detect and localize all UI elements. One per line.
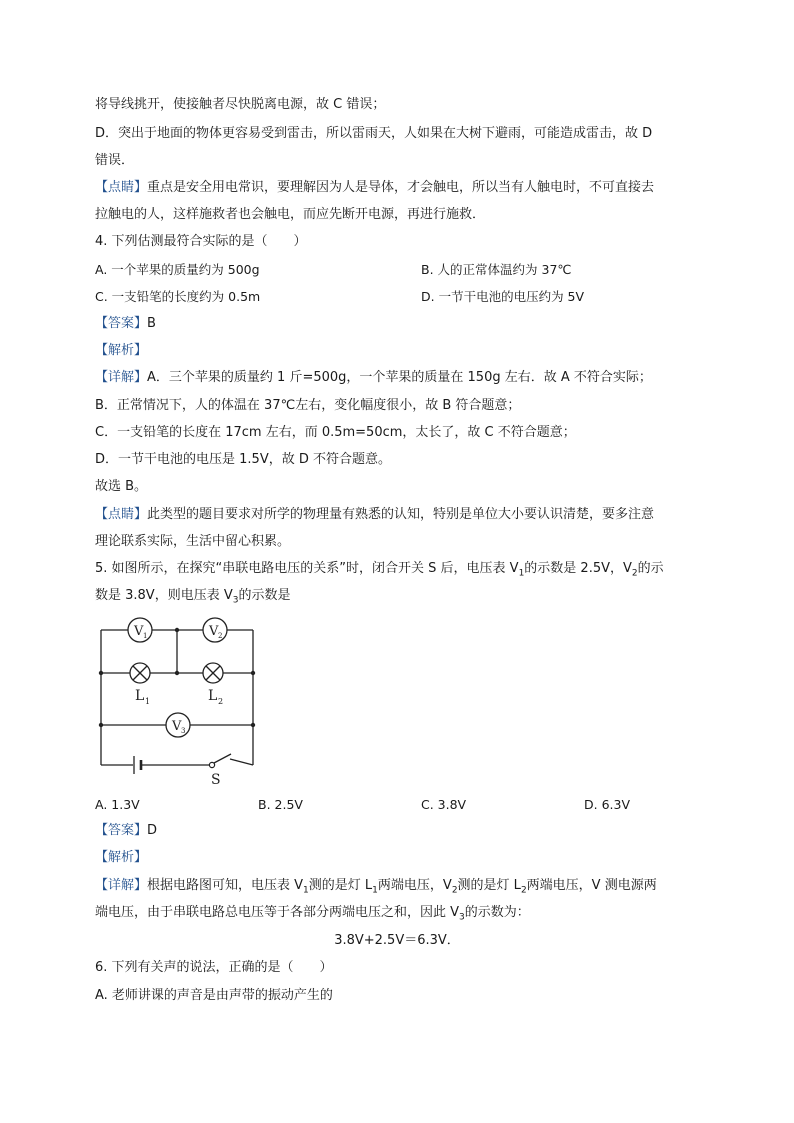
text: 两端电压，V [377, 878, 452, 893]
subscript: 2 [520, 885, 527, 896]
tip-paragraph [95, 179, 654, 197]
v3-label: V [172, 719, 182, 734]
l2-label: L [208, 688, 218, 704]
q4-tip-line2: 理论联系实际，生活中留心积累。 [95, 534, 291, 549]
text-line: 拉触电的人，这样施救者也会触电，而应先断开电源，再进行施救． [95, 207, 486, 222]
tip-tag: 【点睛】 [95, 507, 148, 522]
l1-label: L [135, 688, 145, 704]
question-4-stem: 4. 下列估测最符合实际的是（ ） [95, 234, 307, 249]
question-6-stem: 6. 下列有关声的说法，正确的是（ ） [95, 960, 333, 975]
q5-option-d: D. 6.3V [584, 797, 631, 812]
q5-answer [95, 822, 157, 840]
q4-option-d: D. 一节干电池的电压约为 5V [421, 289, 585, 304]
analysis-tag: 【解析】 [95, 343, 148, 358]
switch-symbol [209, 754, 231, 768]
detail-tag: 【详解】 [95, 370, 148, 385]
text: 测的是灯 L [308, 878, 373, 893]
answer-tag: 【答案】 [95, 823, 148, 838]
detail-text: A．三个苹果的质量约 1 斤=500g，一个苹果的质量在 150g 左右．故 A 不符合实际； [147, 370, 652, 385]
v2-label: V [209, 624, 219, 639]
question-5-stem-line2 [95, 587, 290, 610]
q5-equation: 3.8V+2.5V＝6.3V． [334, 933, 460, 948]
text: 5. 如图所示，在探究“串联电路电压的关系”时，闭合开关 S 后，电压表 V [95, 561, 519, 576]
v3-subscript: 3 [181, 727, 186, 735]
q4-option-b: B. 人的正常体温约为 37℃ [421, 262, 572, 277]
switch-label: S [211, 772, 221, 788]
lamp-l1 [130, 663, 150, 683]
l2-subscript: 2 [218, 697, 224, 706]
junction-dot [175, 628, 179, 632]
subscript: 1 [518, 568, 525, 579]
q5-option-c: C. 3.8V [421, 797, 467, 812]
subscript: 1 [372, 885, 378, 896]
text: 的示 [637, 561, 664, 576]
subscript: 3 [459, 912, 465, 923]
q6-option-a: A. 老师讲课的声音是由声带的振动产生的 [95, 988, 333, 1003]
junction-dot [175, 671, 179, 675]
tip-text: 重点是安全用电常识，要理解因为人是导体，才会触电，所以当有人触电时，不可直接去 [147, 180, 655, 195]
voltmeter-v2 [203, 618, 227, 642]
q4-detail-c: C．一支铅笔的长度在 17cm 左右，而 0.5m=50cm，太长了，故 C 不符合题意； [95, 425, 576, 440]
circuit-diagram [95, 612, 265, 790]
q4-option-a: A. 一个苹果的质量约为 500g [95, 262, 260, 277]
text: 的示数是 [238, 588, 291, 603]
text: 数是 3.8V，则电压表 V [95, 588, 233, 603]
v1-label: V [134, 624, 144, 639]
v1-subscript: 1 [143, 632, 148, 640]
junction-dot [251, 671, 255, 675]
q5-option-b: B. 2.5V [258, 797, 303, 812]
voltmeter-v1 [128, 618, 152, 642]
tip-text: 此类型的题目要求对所学的物理量有熟悉的认知，特别是单位大小要认识清楚，要多注意 [147, 507, 655, 522]
q5-detail-line2 [95, 904, 530, 927]
text-line: 错误． [95, 153, 135, 168]
voltmeter-v3 [166, 713, 190, 737]
q4-detail-a [95, 369, 652, 387]
tip-tag: 【点睛】 [95, 180, 148, 195]
battery-symbol [134, 756, 141, 774]
q4-tip [95, 506, 654, 524]
l1-subscript: 1 [145, 697, 151, 706]
q4-detail-d: D．一节干电池的电压是 1.5V，故 D 不符合题意。 [95, 452, 391, 467]
text: 两端电压，V 测电源两 [526, 878, 657, 893]
text: 根据电路图可知，电压表 V [147, 878, 304, 893]
lamp-l2 [203, 663, 223, 683]
junction-dot [99, 671, 103, 675]
q4-answer [95, 315, 156, 333]
subscript: 2 [451, 885, 458, 896]
q4-option-c: C. 一支铅笔的长度约为 0.5m [95, 289, 261, 304]
q4-choose: 故选 B。 [95, 479, 148, 494]
analysis-tag: 【解析】 [95, 850, 148, 865]
subscript: 3 [232, 595, 239, 606]
subscript: 1 [303, 885, 309, 896]
detail-tag: 【详解】 [95, 878, 148, 893]
text-line: D．突出于地面的物体更容易受到雷击，所以雷雨天，人如果在大树下避雨，可能造成雷击，故 D [95, 126, 653, 141]
subscript: 2 [631, 568, 638, 579]
q5-analysis-tag [95, 849, 147, 867]
text: 测的是灯 L [457, 878, 521, 893]
question-5-stem-line1 [95, 560, 664, 583]
answer-tag: 【答案】 [95, 316, 148, 331]
text-line: 将导线挑开，使接触者尽快脱离电源，故 C 错误； [95, 97, 386, 112]
junction-dot [99, 723, 103, 727]
answer-value: B [147, 316, 156, 331]
q5-detail-line1 [95, 877, 657, 900]
q4-detail-b: B．正常情况下，人的体温在 37℃左右，变化幅度很小，故 B 符合题意； [95, 398, 521, 413]
q4-analysis-tag [95, 342, 147, 360]
text: 端电压，由于串联电路总电压等于各部分两端电压之和，因此 V [95, 905, 460, 920]
v2-subscript: 2 [218, 632, 223, 640]
answer-value: D [147, 823, 158, 838]
junction-dot [251, 723, 255, 727]
text: 的示数是 2.5V，V [524, 561, 632, 576]
text: 的示数为： [464, 905, 530, 920]
q5-option-a: A. 1.3V [95, 797, 140, 812]
